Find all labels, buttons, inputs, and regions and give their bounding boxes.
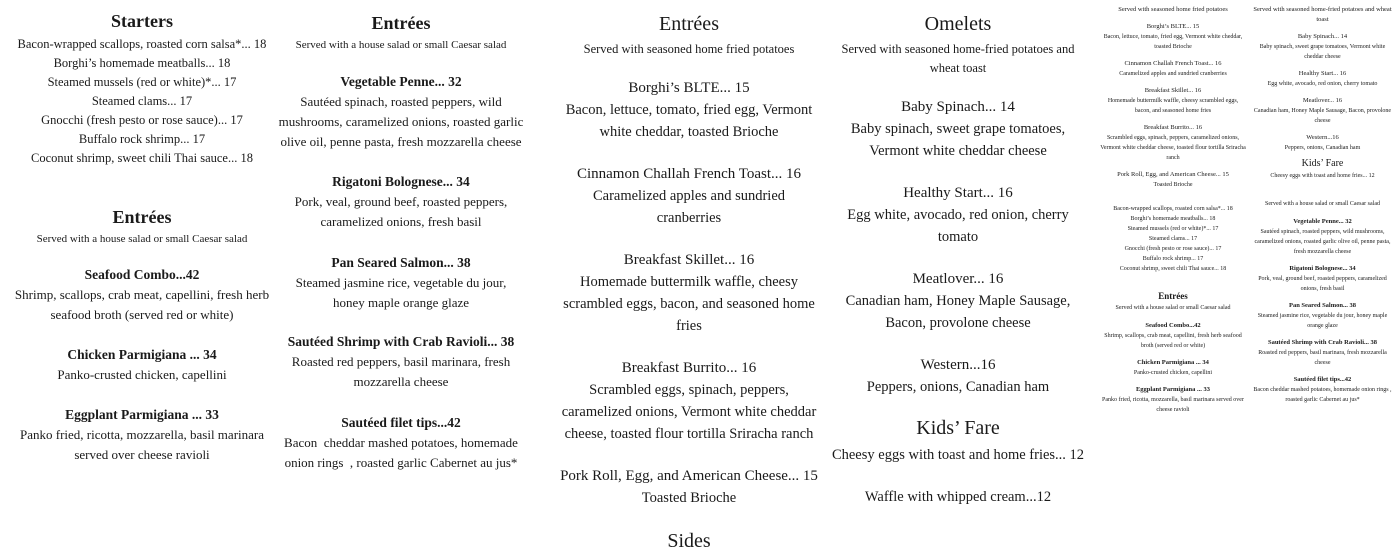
starters-heading: Starters: [111, 11, 173, 31]
starter-item: Buffalo rock shrimp... 17: [78, 132, 206, 146]
menu-item: [270, 332, 532, 392]
menu-item-name: Sautéed Shrimp with Crab Ravioli... 38: [287, 334, 515, 349]
thumb-item-name: Sautéed filet tips...42: [1293, 376, 1352, 383]
menu-item: [826, 268, 1090, 334]
thumb-item-desc: Bacon cheddar mashed potatoes, homemade onion rings , roasted garlic Cabernet au jus*: [1253, 387, 1392, 403]
thumb-item-name: Eggplant Parmigiana ... 33: [1135, 386, 1211, 393]
thumb-item-desc: Pork, veal, ground beef, roasted peppers, caramelized onions, fresh basil: [1258, 276, 1387, 292]
entrees-subtitle: Served with a house salad or small Caesar salad: [295, 39, 507, 51]
menu-item-name: Eggplant Parmigiana ... 33: [65, 407, 219, 422]
menu-item-desc: Roasted red peppers, basil marinara, fresh mozzarella cheese: [291, 354, 511, 389]
menu-item-desc: Sautéed spinach, roasted peppers, wild mushrooms, caramelized onions, roasted garlic olive oil, penne pasta, fresh mozzarella cheese: [278, 94, 524, 149]
thumb-starters: [1100, 204, 1246, 274]
menu-item-desc: Caramelized apples and sundried cranberries: [592, 188, 786, 226]
thumb-item-name: Rigatoni Bolognese... 34: [1289, 265, 1356, 272]
thumbnail-column-b: [1250, 0, 1395, 405]
starter-item: Coconut shrimp, sweet chili Thai sauce... 18: [31, 151, 253, 165]
thumb-item-name: Baby Spinach... 14: [1297, 33, 1348, 40]
thumb-item-desc: Sautéed spinach, roasted peppers, wild mushrooms, caramelized onions, roasted garlic olive oil, penne pasta, fresh mozzarella cheese: [1254, 229, 1391, 255]
menu-item-name: Chicken Parmigiana ... 34: [67, 347, 217, 362]
thumbnail-column-a: [1100, 0, 1246, 415]
menu-item-name: Sautéed filet tips...42: [341, 415, 461, 430]
thumb-item-desc: Roasted red peppers, basil marinara, fresh mozzarella cheese: [1258, 350, 1387, 366]
menu-item-name: Cinnamon Challah French Toast... 16: [576, 166, 802, 182]
menu-item-desc: Toasted Brioche: [641, 490, 737, 506]
omelets-subtitle: Served with seasoned home-fried potatoes and wheat toast: [841, 42, 1075, 75]
menu-item: [14, 345, 270, 385]
brunch-entrees-heading: Entrées: [659, 13, 719, 35]
thumb-heading: Entrées: [1158, 291, 1188, 301]
thumb-starter: Steamed mussels (red or white)*... 17: [1127, 226, 1219, 232]
thumb-heading: Kids’ Fare: [1301, 158, 1344, 169]
thumb-item-name: Vegetable Penne... 32: [1293, 218, 1352, 225]
thumb-item-desc: Canadian ham, Honey Maple Sausage, Bacon, provolone cheese: [1253, 108, 1392, 124]
thumb-item-desc: Shrimp, scallops, crab meat, capellini, fresh herb seafood broth (served red or white): [1104, 333, 1242, 349]
menu-item: [560, 77, 818, 143]
menu-item-desc: Shrimp, scallops, crab meat, capellini, fresh herb seafood broth (served red or white): [14, 287, 270, 322]
menu-item: [270, 72, 532, 152]
menu-item: [560, 163, 818, 229]
thumb-subtitle: Served with seasoned home fried potatoes: [1118, 6, 1228, 13]
thumb-item-desc: Baby spinach, sweet grape tomatoes, Vermont white cheddar cheese: [1259, 44, 1386, 60]
starter-item: Steamed mussels (red or white)*... 17: [47, 75, 237, 89]
thumb-item-desc: Bacon, lettuce, tomato, fried egg, Vermont white cheddar, toasted Brioche: [1103, 34, 1243, 50]
sides-heading: Sides: [667, 530, 711, 552]
menu-item: [826, 182, 1090, 248]
thumb-item-name: Pan Seared Salmon... 38: [1288, 302, 1357, 309]
menu-item-desc: Homemade buttermilk waffle, cheesy scrambled eggs, bacon, and seasoned home fries: [563, 274, 815, 334]
entrees-subtitle: Served with a house salad or small Caesar salad: [36, 233, 248, 245]
starter-item: Bacon-wrapped scallops, roasted corn salsa*... 18: [17, 37, 267, 51]
menu-item: [270, 172, 532, 232]
menu-item-desc: Bacon, lettuce, tomato, fried egg, Vermont white cheddar, toasted Brioche: [565, 102, 813, 140]
thumb-item-desc: Toasted Brioche: [1153, 182, 1193, 188]
menu-item-name: Breakfast Burrito... 16: [621, 360, 757, 376]
thumb-item-name: Meatlover... 16: [1302, 97, 1343, 104]
menu-item-desc: Scrambled eggs, spinach, peppers, caramelized onions, Vermont white cheddar cheese, toasted flour tortilla Sriracha ranch: [561, 382, 817, 442]
thumb-item-desc: Steamed jasmine rice, vegetable du jour, honey maple orange glaze: [1257, 313, 1388, 329]
thumb-subtitle: Served with a house salad or small Caesar salad: [1115, 305, 1231, 311]
starter-item: Borghi’s homemade meatballs... 18: [53, 56, 231, 70]
thumb-item-name: Chicken Parmigiana ... 34: [1137, 359, 1209, 366]
entrees-column: [270, 0, 532, 473]
menu-item: [826, 96, 1090, 162]
thumb-item-desc: Homemade buttermilk waffle, cheesy scrambled eggs, bacon, and seasoned home fries: [1107, 98, 1239, 114]
menu-item-name: Pan Seared Salmon... 38: [331, 255, 471, 270]
menu-item-desc: Egg white, avocado, red onion, cherry tomato: [847, 207, 1069, 245]
thumb-item-name: Cinnamon Challah French Toast... 16: [1124, 60, 1222, 67]
menu-item-name: Western...16: [920, 357, 996, 373]
menu-item-desc: Baby spinach, sweet grape tomatoes, Vermont white cheddar cheese: [850, 121, 1066, 159]
menu-item: [14, 265, 270, 325]
thumb-item-desc: Peppers, onions, Canadian ham: [1284, 145, 1361, 151]
entrees-heading: Entrées: [371, 13, 431, 33]
starter-item: Gnocchi (fresh pesto or rose sauce)... 17: [41, 113, 243, 127]
thumb-item-desc: Egg white, avocado, red onion, cherry tomato: [1267, 81, 1378, 87]
menu-item: [14, 405, 270, 465]
menu-item-name: Rigatoni Bolognese... 34: [332, 174, 470, 189]
thumb-item-desc: Caramelized apples and sundried cranberries: [1119, 71, 1227, 77]
menu-item-name: Vegetable Penne... 32: [340, 74, 462, 89]
starters-list: [14, 35, 270, 168]
thumb-item-name: Pork Roll, Egg, and American Cheese... 15: [1117, 171, 1229, 178]
menu-item-name: Baby Spinach... 14: [901, 99, 1015, 115]
menu-item-desc: Panko-crusted chicken, capellini: [57, 367, 227, 382]
thumb-subtitle: Served with seasoned home-fried potatoes and wheat toast: [1253, 6, 1392, 23]
thumb-starter: Buffalo rock shrimp... 17: [1142, 256, 1204, 262]
menu-item-name: Seafood Combo...42: [84, 267, 200, 282]
menu-item: [560, 249, 818, 337]
thumb-item-desc: Panko fried, ricotta, mozzarella, basil marinara served over cheese ravioli: [1102, 397, 1244, 413]
menu-item-desc: Canadian ham, Honey Maple Sausage, Bacon, provolone cheese: [845, 293, 1071, 331]
menu-item: [560, 465, 818, 509]
thumb-item-name: Healthy Start... 16: [1298, 70, 1347, 77]
thumb-item-name: Breakfast Burrito... 16: [1143, 124, 1203, 131]
menu-item: [560, 357, 818, 445]
thumb-starter: Bacon-wrapped scallops, roasted corn salsa*... 18: [1113, 206, 1233, 212]
thumb-item-name: Borghi’s BLTE... 15: [1146, 23, 1200, 30]
menu-item: [826, 354, 1090, 398]
thumb-item-desc: Panko-crusted chicken, capellini: [1133, 370, 1213, 376]
menu-item-desc: Panko fried, ricotta, mozzarella, basil marinara served over cheese ravioli: [20, 427, 265, 462]
entrees-heading: Entrées: [112, 207, 172, 227]
omelets-heading: Omelets: [924, 13, 992, 35]
menu-item-name: Healthy Start... 16: [903, 185, 1013, 201]
menu-item-desc: Bacon cheddar mashed potatoes, homemade onion rings , roasted garlic Cabernet au jus*: [284, 435, 522, 470]
kids-fare-heading: Kids’ Fare: [916, 417, 1000, 439]
thumb-item-name: Sautéed Shrimp with Crab Ravioli... 38: [1267, 339, 1378, 346]
starters-column: [14, 0, 270, 465]
menu-item: [270, 413, 532, 473]
starter-item: Steamed clams... 17: [91, 94, 193, 108]
menu-item-name: Meatlover... 16: [912, 271, 1004, 287]
thumb-item-desc: Scrambled eggs, spinach, peppers, caramelized onions, Vermont white cheddar cheese, toasted flour tortilla Sriracha ranch: [1100, 135, 1246, 161]
menu-item-desc: Steamed jasmine rice, vegetable du jour, honey maple orange glaze: [295, 275, 507, 310]
thumb-kids-item: Cheesy eggs with toast and home fries... 12: [1270, 173, 1375, 179]
thumb-starter: Steamed clams... 17: [1148, 236, 1198, 242]
menu-item: [270, 253, 532, 313]
brunch-entrees-column: [560, 0, 818, 553]
kids-item: Waffle with whipped cream...12: [864, 489, 1052, 505]
kids-item: Cheesy eggs with toast and home fries... 12: [831, 447, 1085, 463]
thumb-starter: Borghi’s homemade meatballs... 18: [1130, 216, 1216, 222]
menu-item-name: Pork Roll, Egg, and American Cheese... 15: [560, 468, 818, 484]
thumb-starter: Gnocchi (fresh pesto or rose sauce)... 17: [1124, 246, 1222, 252]
menu-item-desc: Pork, veal, ground beef, roasted peppers, caramelized onions, fresh basil: [294, 194, 508, 229]
menu-item-desc: Peppers, onions, Canadian ham: [866, 379, 1050, 395]
menu-item-name: Borghi’s BLTE... 15: [628, 80, 750, 96]
thumb-item-name: Seafood Combo...42: [1145, 322, 1201, 329]
thumb-item-name: Breakfast Skillet... 16: [1144, 87, 1202, 94]
thumb-item-name: Western...16: [1306, 134, 1339, 141]
thumb-starter: Coconut shrimp, sweet chili Thai sauce... 18: [1119, 266, 1227, 272]
thumb-subtitle: Served with a house salad or small Caesar salad: [1265, 201, 1380, 207]
omelets-column: [826, 0, 1090, 508]
menu-item-name: Breakfast Skillet... 16: [623, 252, 755, 268]
brunch-entrees-subtitle: Served with seasoned home fried potatoes: [583, 42, 795, 56]
